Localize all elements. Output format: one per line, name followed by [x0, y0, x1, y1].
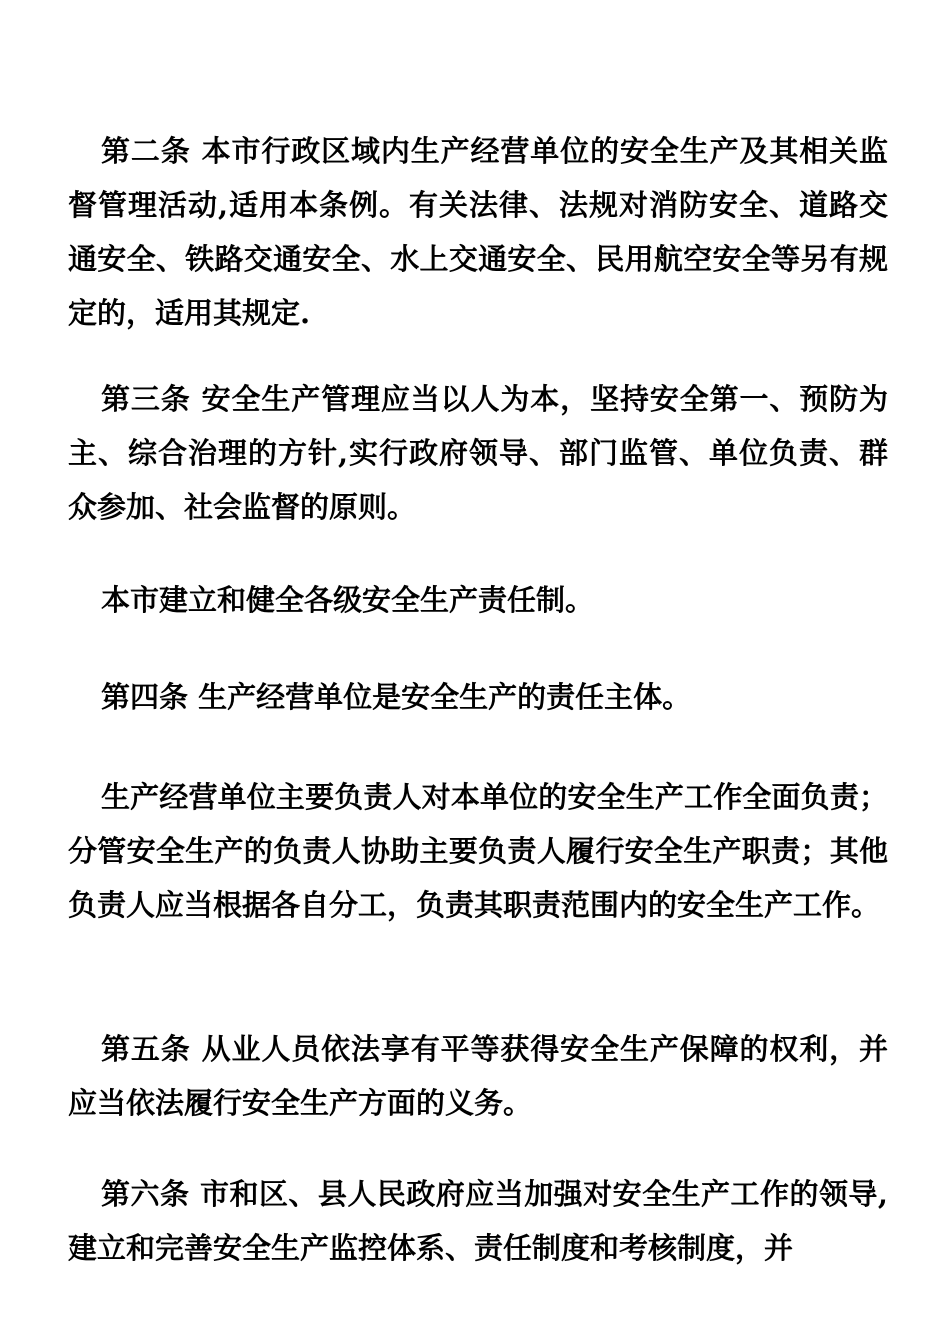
responsible-person-paragraph: 生产经营单位主要负责人对本单位的安全生产工作全面负责；分管安全生产的负责人协助主要负责人履行安全生产职责；其他负责人应当根据各自分工，负责其职责范围内的安全生产工作。 — [68, 780, 888, 922]
article-3-paragraph: 第三条 安全生产管理应当以人为本，坚持安全第一、预防为主、综合治理的方针,实行政府领导、部门监管、单位负责、群众参加、社会监督的原则。 — [68, 382, 888, 524]
article-4-paragraph: 第四条 生产经营单位是安全生产的责任主体。 — [101, 680, 692, 714]
article-5-paragraph: 第五条 从业人员依法享有平等获得安全生产保障的权利，并应当依法履行安全生产方面的义务。 — [68, 1032, 888, 1120]
article-6-paragraph: 第六条 市和区、县人民政府应当加强对安全生产工作的领导,建立和完善安全生产监控体系、责任制度和考核制度，并 — [68, 1177, 888, 1265]
responsibility-system-paragraph: 本市建立和健全各级安全生产责任制。 — [101, 583, 595, 617]
article-2-paragraph: 第二条 本市行政区域内生产经营单位的安全生产及其相关监督管理活动,适用本条例。有关法律、法规对消防安全、道路交通安全、铁路交通安全、水上交通安全、民用航空安全等另有规定的，适用其规定. — [68, 134, 888, 330]
